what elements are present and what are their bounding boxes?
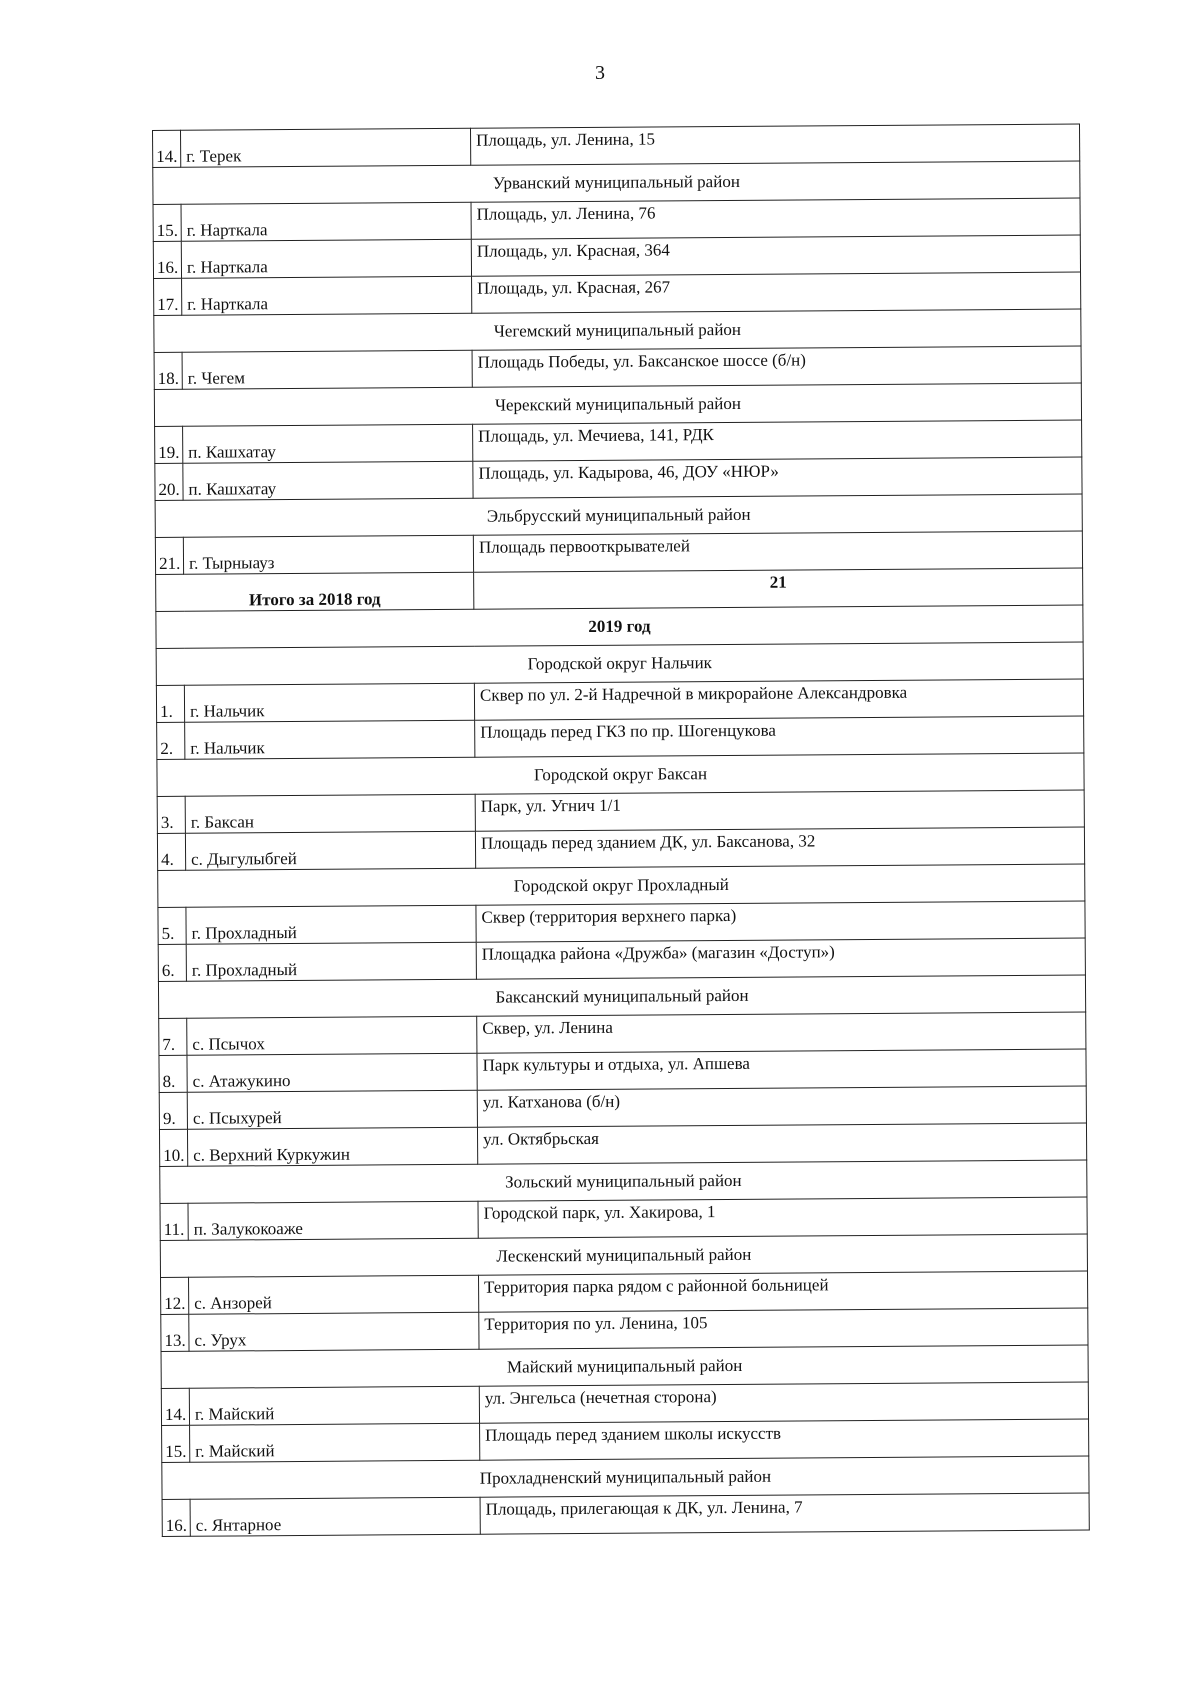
- district-row: [156, 642, 1083, 685]
- location-address: Площадь, ул. Ленина, 76: [471, 198, 1080, 239]
- district-row: [160, 1160, 1087, 1203]
- location-address: Площадь, прилегающая к ДК, ул. Ленина, 7: [480, 1493, 1089, 1534]
- row-number: 14.: [161, 1388, 189, 1425]
- location-address: Площадь перед зданием ДК, ул. Баксанова, 32: [475, 827, 1084, 868]
- district-row: [155, 494, 1082, 537]
- locations-table: [152, 124, 1090, 1537]
- settlement-name: г. Майский: [189, 1386, 479, 1425]
- table-row: [157, 827, 1084, 870]
- row-number: 12.: [161, 1277, 189, 1314]
- settlement-name: с. Урух: [189, 1312, 479, 1351]
- location-address: Городской парк, ул. Хакирова, 1: [478, 1197, 1087, 1238]
- page-number: 3: [595, 62, 605, 84]
- row-number: 2.: [157, 722, 185, 759]
- district-heading: Майский муниципальный район: [161, 1345, 1088, 1388]
- year-2019-row: [156, 605, 1083, 648]
- row-number: 8.: [159, 1055, 187, 1092]
- settlement-name: с. Псыхурей: [187, 1090, 477, 1129]
- table-row: [153, 198, 1080, 241]
- location-address: Площадь перед зданием школы искусств: [480, 1419, 1089, 1460]
- settlement-name: п. Кашхатау: [183, 461, 473, 500]
- year-2019-heading: 2019 год: [156, 605, 1083, 648]
- row-number: 5.: [158, 907, 186, 944]
- district-row: [161, 1345, 1088, 1388]
- table-row: [158, 938, 1085, 981]
- table-row: [154, 272, 1081, 315]
- location-address: Сквер по ул. 2-й Надречной в микрорайоне Александровка: [474, 679, 1083, 720]
- table-row: [153, 124, 1080, 167]
- table-row: [159, 1123, 1086, 1166]
- district-heading: Урванский муниципальный район: [153, 161, 1080, 204]
- table-row: [162, 1493, 1089, 1536]
- total-2018-label: Итого за 2018 год: [156, 572, 474, 611]
- table-row: [158, 901, 1085, 944]
- location-address: Площадь Победы, ул. Баксанское шоссе (б/н): [472, 346, 1081, 387]
- settlement-name: г. Прохладный: [186, 942, 476, 981]
- table-row: [153, 235, 1080, 278]
- row-number: 9.: [159, 1092, 187, 1129]
- district-heading: Лескенский муниципальный район: [160, 1234, 1087, 1277]
- table-row: [161, 1308, 1088, 1351]
- settlement-name: п. Кашхатау: [183, 424, 473, 463]
- table-row: [154, 346, 1081, 389]
- district-heading: Зольский муниципальный район: [160, 1160, 1087, 1203]
- row-number: 6.: [158, 944, 186, 981]
- table-row: [161, 1271, 1088, 1314]
- row-number: 16.: [153, 241, 181, 278]
- table-row: [155, 457, 1082, 500]
- table-row: [160, 1197, 1087, 1240]
- table-row: [161, 1382, 1088, 1425]
- table-row: [155, 531, 1082, 574]
- settlement-name: с. Дыгулыбгей: [185, 831, 475, 870]
- location-address: Площадь первооткрывателей: [473, 531, 1082, 572]
- settlement-name: г. Нарткала: [181, 202, 471, 241]
- table-body-2019: [156, 642, 1089, 1536]
- settlement-name: г. Прохладный: [186, 905, 476, 944]
- settlement-name: с. Атажукино: [187, 1053, 477, 1092]
- settlement-name: с. Янтарное: [190, 1497, 480, 1536]
- district-heading: Эльбрусский муниципальный район: [155, 494, 1082, 537]
- district-heading: Баксанский муниципальный район: [158, 975, 1085, 1018]
- total-2018-value: 21: [474, 568, 1083, 609]
- row-number: 17.: [154, 278, 182, 315]
- settlement-name: п. Залукокоаже: [188, 1201, 478, 1240]
- location-address: Площадь, ул. Красная, 267: [472, 272, 1081, 313]
- district-row: [160, 1234, 1087, 1277]
- table-row: [159, 1086, 1086, 1129]
- location-address: Парк, ул. Угнич 1/1: [475, 790, 1084, 831]
- location-address: Площадь, ул. Красная, 364: [471, 235, 1080, 276]
- settlement-name: г. Баксан: [185, 794, 475, 833]
- location-address: Площадка района «Дружба» (магазин «Доступ»): [476, 938, 1085, 979]
- row-number: 15.: [153, 204, 181, 241]
- row-number: 15.: [162, 1425, 190, 1462]
- row-number: 1.: [156, 685, 184, 722]
- row-number: 21.: [155, 537, 183, 574]
- settlement-name: с. Верхний Куркужин: [187, 1127, 477, 1166]
- table-row: [159, 1012, 1086, 1055]
- district-heading: Городской округ Прохладный: [158, 864, 1085, 907]
- location-address: ул. Катханова (б/н): [477, 1086, 1086, 1127]
- total-2018-section: [156, 568, 1083, 648]
- settlement-name: г. Майский: [190, 1423, 480, 1462]
- district-row: [153, 161, 1080, 204]
- row-number: 4.: [157, 833, 185, 870]
- row-number: 14.: [153, 130, 181, 167]
- location-address: Сквер (территория верхнего парка): [476, 901, 1085, 942]
- row-number: 19.: [155, 426, 183, 463]
- settlement-name: г. Терек: [181, 128, 471, 167]
- settlement-name: г. Нарткала: [182, 276, 472, 315]
- district-heading: Городской округ Баксан: [157, 753, 1084, 796]
- row-number: 13.: [161, 1314, 189, 1351]
- row-number: 18.: [154, 352, 182, 389]
- row-number: 20.: [155, 463, 183, 500]
- district-row: [157, 753, 1084, 796]
- settlement-name: г. Тырныауз: [183, 535, 473, 574]
- location-address: Площадь, ул. Кадырова, 46, ДОУ «НЮР»: [473, 457, 1082, 498]
- table-row: [155, 420, 1082, 463]
- district-row: [162, 1456, 1089, 1499]
- settlement-name: с. Анзорей: [189, 1275, 479, 1314]
- district-heading: Городской округ Нальчик: [156, 642, 1083, 685]
- district-row: [154, 309, 1081, 352]
- settlement-name: г. Нальчик: [185, 720, 475, 759]
- row-number: 10.: [159, 1129, 187, 1166]
- location-address: Территория парка рядом с районной больницей: [479, 1271, 1088, 1312]
- row-number: 11.: [160, 1203, 188, 1240]
- location-address: Парк культуры и отдыха, ул. Апшева: [477, 1049, 1086, 1090]
- location-address: Сквер, ул. Ленина: [477, 1012, 1086, 1053]
- table-row: [157, 790, 1084, 833]
- location-address: Площадь, ул. Ленина, 15: [470, 124, 1079, 165]
- total-2018-row: [156, 568, 1083, 611]
- table-row: [157, 716, 1084, 759]
- settlement-name: г. Нарткала: [181, 239, 471, 278]
- district-row: [158, 864, 1085, 907]
- table-row: [156, 679, 1083, 722]
- table-row: [159, 1049, 1086, 1092]
- district-heading: Черекский муниципальный район: [154, 383, 1081, 426]
- location-address: ул. Октябрьская: [477, 1123, 1086, 1164]
- location-address: Площадь перед ГКЗ по пр. Шогенцукова: [475, 716, 1084, 757]
- row-number: 7.: [159, 1018, 187, 1055]
- location-address: ул. Энгельса (нечетная сторона): [479, 1382, 1088, 1423]
- location-address: Площадь, ул. Мечиева, 141, РДК: [473, 420, 1082, 461]
- district-row: [154, 383, 1081, 426]
- district-heading: Чегемский муниципальный район: [154, 309, 1081, 352]
- row-number: 3.: [157, 796, 185, 833]
- district-heading: Прохладненский муниципальный район: [162, 1456, 1089, 1499]
- settlement-name: с. Псычох: [187, 1016, 477, 1055]
- district-row: [158, 975, 1085, 1018]
- settlement-name: г. Нальчик: [184, 683, 474, 722]
- location-address: Территория по ул. Ленина, 105: [479, 1308, 1088, 1349]
- settlement-name: г. Чегем: [182, 350, 472, 389]
- table-row: [162, 1419, 1089, 1462]
- table-body-2018: [153, 124, 1083, 574]
- row-number: 16.: [162, 1499, 190, 1536]
